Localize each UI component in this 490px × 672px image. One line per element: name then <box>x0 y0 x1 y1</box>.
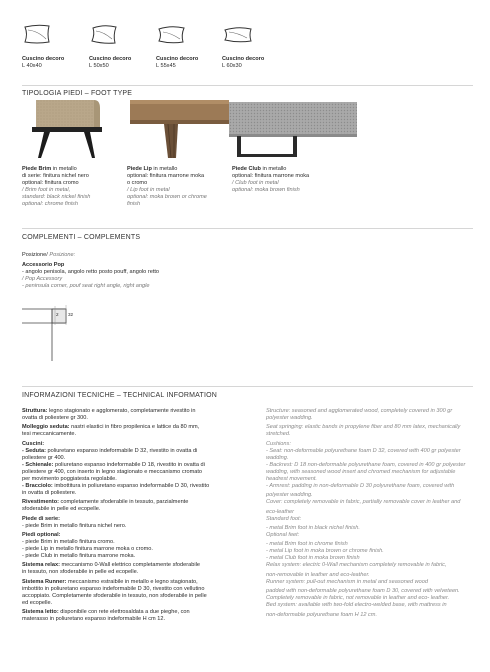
tech-line: ovatta di poliestere gr 300. <box>22 415 88 421</box>
tech-line: accoppiato. Completamente sfoderabile in tessuto, non sfoderabile in pelle <box>22 592 207 599</box>
tech-line: sfoderabile in pelle ed ecopelle. <box>22 506 101 513</box>
tech-line: per movimento poggiatesta regolabile. <box>22 475 117 482</box>
tech-line-en: stretched. <box>266 431 291 438</box>
tech-line-en: eco-leather <box>266 508 294 515</box>
tech-line-en: wadding. <box>266 454 289 461</box>
tech-line-en: non-removable in leather and eco-leather. <box>266 571 370 578</box>
foot-club-caption: Piede Club in metallo optional: finitura marrone moka / Club foot in metal optional: moka brown finish <box>232 166 310 193</box>
tech-line: Struttura: legno stagionato e agglomerato, completamente rivestito in <box>22 408 196 414</box>
divider <box>22 228 473 229</box>
tech-info-italian <box>22 408 252 623</box>
tech-line-en: wadding, with seasoned wood insert and chromed mechanism for adjustable <box>266 468 456 475</box>
cushion-icon <box>156 22 186 46</box>
foot-lip-caption: Piede Lip in metallo optional: finitura marrone moka o cromo / Lip foot in metal optional: moka brown or chrome finish <box>127 166 207 207</box>
cushion-size: L 50x50 <box>89 63 109 69</box>
tech-line: - Schienale: poliuretano espanso indeformabile D 18, rivestito in ovatta di <box>22 461 205 468</box>
tech-line-en: polyester wadding. <box>266 492 313 499</box>
cushion-label: Cuscino decoro <box>89 56 132 62</box>
divider <box>22 85 473 86</box>
tech-line: materasso in poliuretano espanso indeformabile H cm 12. <box>22 616 166 623</box>
tech-line-en: Bed system: available with two-fold electro-welded base, with mattress in <box>266 602 447 609</box>
tech-line-en: Completely removable in fabric, not removable in leather and eco- leather. <box>266 595 450 602</box>
section-title-technical-information: INFORMAZIONI TECNICHE – TECHNICAL INFORMATION <box>22 392 218 399</box>
divider <box>22 386 473 387</box>
cushion-50x50 <box>89 22 119 51</box>
tech-line: - piede Club in metallo finitura marrone moka. <box>22 552 136 559</box>
tech-line-en: Cover: completely removable in fabric, partially removable cover in leather and <box>266 499 461 506</box>
tech-line: Piedi optional: <box>22 531 61 538</box>
tech-line: Sistema relax: meccanismo 0-Wall elettrico completamente sfoderabile <box>22 562 200 569</box>
tech-line-en: Standard foot: <box>266 515 302 522</box>
cushion-label: Cuscino decoro <box>22 56 65 62</box>
tech-line-en: - metal Brim foot in chrome finish <box>266 541 348 548</box>
tech-line-en: - metal Lip foot in moka brown or chrome finish. <box>266 548 384 555</box>
tech-line: imbottito in poliuretano espanso indeformabile D 30, rivestito con vellutino <box>22 585 205 592</box>
cushion-icon <box>222 22 254 46</box>
pop-accessory-diagram <box>22 303 82 366</box>
cushion-size: L 40x40 <box>22 63 42 69</box>
tech-line: Piede di serie: <box>22 515 60 522</box>
cushion-size: L 60x30 <box>222 63 242 69</box>
tech-line-en: polyester wadding. <box>266 415 313 421</box>
tech-line: poliestere gr 400. <box>22 454 66 461</box>
tech-line-en: - Armrest: padding in non-deformable D 30 polyurethane foam, covered with <box>266 482 455 489</box>
tech-line-en: padded with non-deformable polyurethane foam D 30, covered with velveteen. <box>266 588 460 595</box>
tech-line: - Seduta: poliuretano espanso indeformabile D 32, rivestito in ovatta di <box>22 447 198 454</box>
tech-line-en: headrest movement. <box>266 475 317 482</box>
cushion-60x30 <box>222 22 254 51</box>
complements-text: Posizione/ Posizione: Accessorio Pop - angolo penisola, angolo retto posto pouff, angolo retto / Pop Accessory - peninsula corner, pouf seat right angle, right angle <box>22 252 160 289</box>
section-title-complements: COMPLEMENTI – COMPLEMENTS <box>22 234 141 241</box>
tech-line: Sistema letto: disponibile con rete elettrosaldata a due pieghe, con <box>22 609 190 616</box>
tech-line: - piede Lip in metallo finitura marrone moka o cromo. <box>22 545 153 552</box>
tech-line: Cuscini: <box>22 440 45 447</box>
tech-line: Molleggio seduta: nastri elastici in fibro propilenica e lattice da 80 mm, <box>22 424 200 431</box>
cushion-label: Cuscino decoro <box>156 56 199 62</box>
cushion-55x45 <box>156 22 186 51</box>
tech-line: in ovatta di poliestere. <box>22 489 77 496</box>
tech-line-en: non-deformable polyurethane foam H 12 cm. <box>266 611 378 618</box>
tech-line: in tessuto, non sfoderabile in pelle ed ecopelle. <box>22 569 139 576</box>
cushion-label: Cuscino decoro <box>222 56 265 62</box>
tech-line-en: - Backrest: D 18 non-deformable polyurethane foam, covered in 400 gr polyester <box>266 461 466 468</box>
tech-line: Rivestimento: completamente sfoderabile in tessuto, parzialmente <box>22 499 189 506</box>
tech-line-en: Seat springing: elastic bands in propylene fiber and 80 mm latex, mechanically <box>266 424 461 431</box>
tech-line: - piede Brim in metallo finitura nichel nero. <box>22 522 127 529</box>
foot-lip-photo <box>124 100 238 160</box>
tech-line: - piede Brim in metallo finitura cromo. <box>22 538 115 545</box>
cushion-icon <box>22 22 52 46</box>
tech-line: ed ecopelle. <box>22 599 53 606</box>
tech-line-en: - Seat: non-deformable polyurethane foam D 32, covered with 400 gr polyester <box>266 447 461 454</box>
tech-line-en: - metal Brim foot in black nichel finish. <box>266 524 360 531</box>
tech-line-en: - metal Club foot in moka brown finish <box>266 555 360 562</box>
cushion-icon <box>89 22 119 46</box>
foot-brim-caption: Piede Brim in metallo di serie: finitura nichel nero optional: finitura cromo / Brim foot in metal, standard: black nickel finish optional: chrome finish <box>22 166 91 207</box>
tech-line: Sistema Runner: meccanismo estraibile in metallo e legno stagionato, <box>22 578 198 585</box>
dimension-label: 2 <box>56 312 59 317</box>
tech-line-en: Optional feet: <box>266 531 300 538</box>
cushion-40x40 <box>22 22 52 51</box>
tech-line-en: Structure: seasoned and agglomerated wood, completely covered in 300 gr <box>266 408 453 414</box>
tech-line-en: Relax system: electric 0-Wall mechanism completely removable in fabric, <box>266 562 447 569</box>
foot-club-photo <box>229 100 357 160</box>
tech-info-english <box>266 408 481 619</box>
tech-line-en: Runner system: pull-out mechanism in metal and seasoned wood <box>266 578 428 585</box>
cushion-size: L 55x45 <box>156 63 176 69</box>
foot-brim-photo <box>22 100 136 160</box>
section-title-foot-type: TIPOLOGIA PIEDI – FOOT TYPE <box>22 90 133 97</box>
dimension-label: 32 <box>68 312 74 317</box>
tech-line: poliestere gr 400, con inserto in legno stagionato e meccanismo cromato <box>22 468 203 475</box>
tech-line-en: Cushions: <box>266 440 291 447</box>
tech-line: tesi meccanicamente. <box>22 431 77 438</box>
tech-line: - Bracciolo: imbottitura in poliuretano espanso indeformabile D 30, rivestito <box>22 482 210 489</box>
